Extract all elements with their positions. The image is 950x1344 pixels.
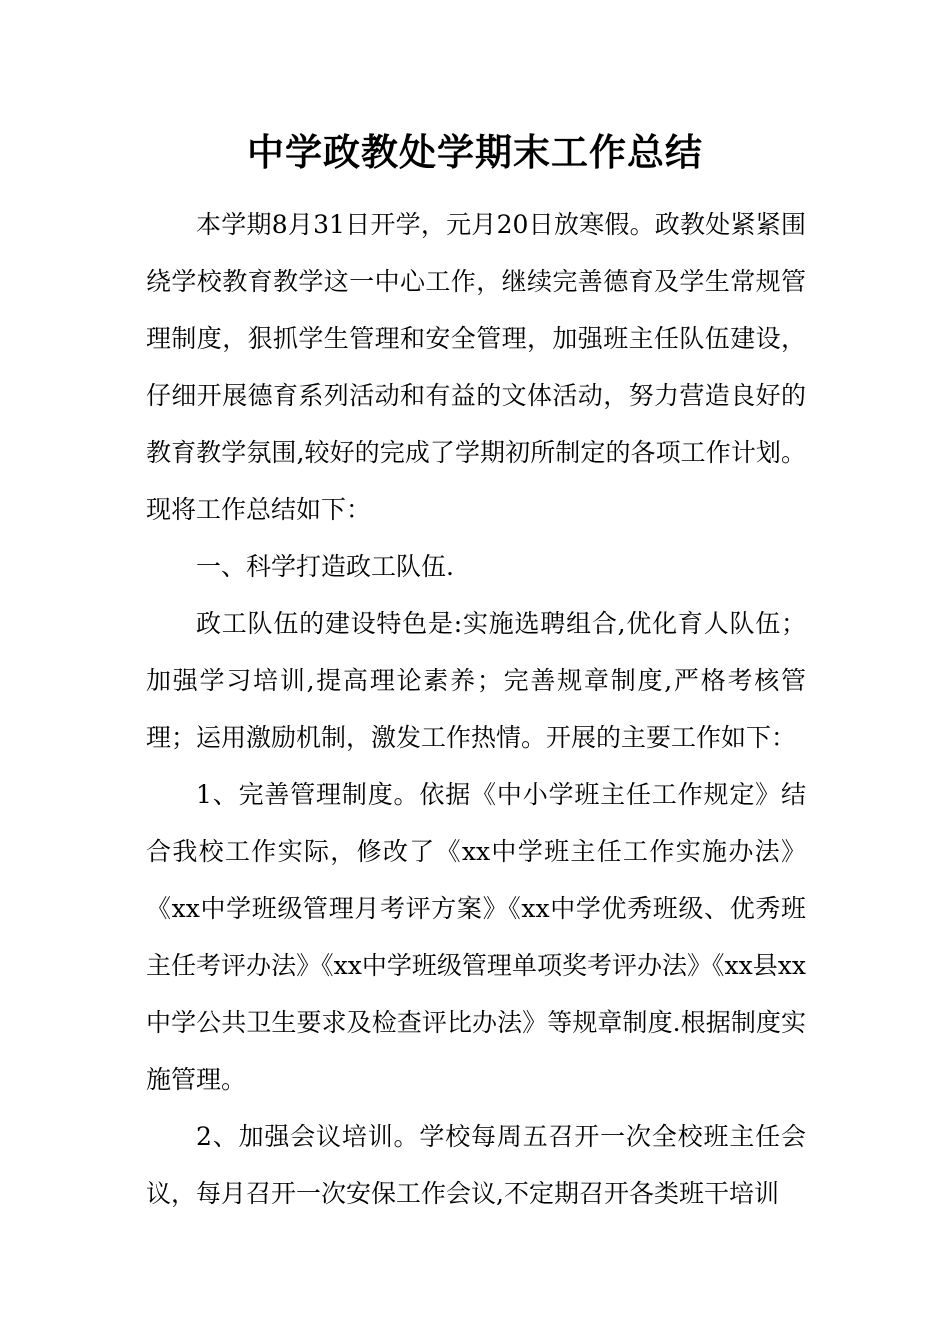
section-heading-1: 一、科学打造政工队伍.: [196, 552, 454, 581]
paragraph-item-2: 2、加强会议培训。学校每周五召开一次全校班主任会议，每月召开一次安保工作会议,不定期召开各类班干培训: [146, 1122, 806, 1208]
paragraph-intro: 本学期8月31日开学，元月20日放寒假。政教处紧紧围绕学校教育教学这一中心工作，继续完善德育及学生常规管理制度，狠抓学生管理和安全管理，加强班主任队伍建设，仔细开展德育系列活动和有益的文体活动，努力营造良好的教育教学氛围,较好的完成了学期初所制定的各项工作计划。现将工作总结如下：: [146, 210, 806, 524]
paragraph-team-features: 政工队伍的建设特色是:实施选聘组合,优化育人队伍；加强学习培训,提高理论素养；完善规章制度,严格考核管理；运用激励机制，激发工作热情。开展的主要工作如下：: [146, 609, 806, 752]
document-body: [146, 196, 806, 1222]
document-title: 中学政教处学期末工作总结: [247, 131, 703, 174]
paragraph-item-1: 1、完善管理制度。依据《中小学班主任工作规定》结合我校工作实际，修改了《xx中学班主任工作实施办法》《xx中学班级管理月考评方案》《xx中学优秀班级、优秀班主任考评办法》《xx中学班级管理单项奖考评办法》《xx县xx中学公共卫生要求及检查评比办法》等规章制度.根据制度实施管理。: [146, 780, 806, 1094]
